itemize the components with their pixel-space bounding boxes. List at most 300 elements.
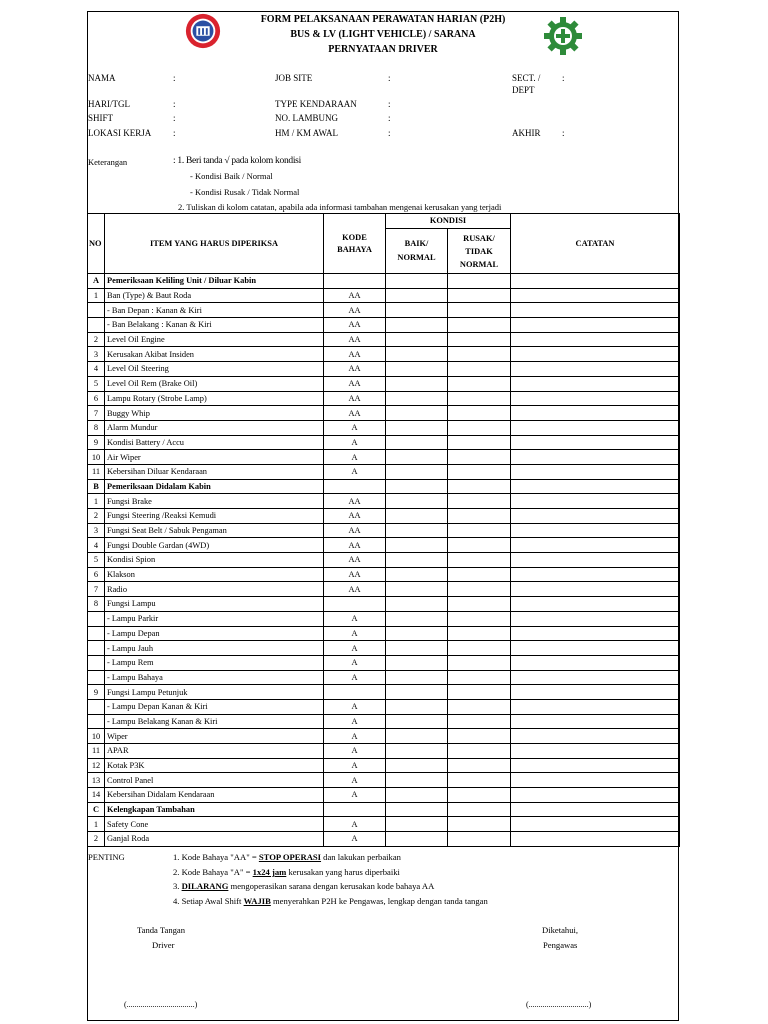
row-rusak-checkbox[interactable]: [448, 288, 511, 303]
row-rusak-checkbox[interactable]: [448, 641, 511, 656]
row-item: - Lampu Belakang Kanan & Kiri: [105, 714, 324, 729]
row-kode-bahaya: [324, 597, 386, 612]
row-kode-bahaya: A: [324, 788, 386, 803]
row-no: [88, 670, 105, 685]
row-item: Pemeriksaan Keliling Unit / Diluar Kabin: [105, 274, 324, 289]
table-row: [88, 435, 680, 450]
row-item: - Ban Belakang : Kanan & Kiri: [105, 318, 324, 333]
row-no: 11: [88, 464, 105, 479]
row-no: 1: [88, 494, 105, 509]
row-item: Pemeriksaan Didalam Kabin: [105, 479, 324, 494]
row-no: 9: [88, 435, 105, 450]
form-subtitle-2: PERNYATAAN DRIVER: [328, 44, 438, 55]
row-catatan-field[interactable]: [511, 347, 680, 362]
row-kode-bahaya: AA: [324, 332, 386, 347]
row-no: 6: [88, 391, 105, 406]
row-baik-checkbox[interactable]: [386, 509, 448, 524]
row-baik-checkbox[interactable]: [386, 729, 448, 744]
row-no: [88, 714, 105, 729]
table-row: [88, 817, 680, 832]
table-row: [88, 450, 680, 465]
row-item: Level Oil Rem (Brake Oil): [105, 376, 324, 391]
row-catatan-field[interactable]: [511, 685, 680, 700]
row-baik-checkbox[interactable]: [386, 450, 448, 465]
row-item: Kelengkapan Tambahan: [105, 802, 324, 817]
row-catatan-field[interactable]: [511, 450, 680, 465]
row-no: 1: [88, 817, 105, 832]
row-no: 10: [88, 450, 105, 465]
row-catatan-field[interactable]: [511, 420, 680, 435]
row-catatan-field[interactable]: [511, 435, 680, 450]
row-baik-checkbox[interactable]: [386, 670, 448, 685]
table-row: [88, 553, 680, 568]
row-kode-bahaya: AA: [324, 523, 386, 538]
row-rusak-checkbox[interactable]: [448, 435, 511, 450]
row-baik-checkbox[interactable]: [386, 362, 448, 377]
nama-label: NAMA: [88, 73, 116, 83]
table-row: [88, 758, 680, 773]
header-kode-bahaya: KODE BAHAYA: [324, 214, 386, 274]
row-kode-bahaya: A: [324, 773, 386, 788]
row-baik-checkbox[interactable]: [386, 479, 448, 494]
penting-note-2: 2. Kode Bahaya "A" = 1x24 jam kerusakan yang harus diperbaiki: [173, 867, 400, 877]
row-kode-bahaya: AA: [324, 509, 386, 524]
row-rusak-checkbox[interactable]: [448, 773, 511, 788]
row-baik-checkbox[interactable]: [386, 817, 448, 832]
row-item: Fungsi Brake: [105, 494, 324, 509]
signature-pengawas-role: Pengawas: [543, 940, 578, 950]
table-row: [88, 523, 680, 538]
row-item: Kerusakan Akibat Insiden: [105, 347, 324, 362]
row-item: Klakson: [105, 567, 324, 582]
row-catatan-field[interactable]: [511, 611, 680, 626]
row-catatan-field[interactable]: [511, 494, 680, 509]
row-rusak-checkbox[interactable]: [448, 729, 511, 744]
row-rusak-checkbox[interactable]: [448, 347, 511, 362]
dept-label: DEPT: [512, 85, 535, 95]
row-kode-bahaya: AA: [324, 376, 386, 391]
row-baik-checkbox[interactable]: [386, 303, 448, 318]
row-baik-checkbox[interactable]: [386, 274, 448, 289]
row-catatan-field[interactable]: [511, 655, 680, 670]
row-catatan-field[interactable]: [511, 567, 680, 582]
row-rusak-checkbox[interactable]: [448, 509, 511, 524]
penting-note-4: 4. Setiap Awal Shift WAJIB menyerahkan P2H ke Pengawas, lengkap dengan tanda tangan: [173, 896, 488, 906]
sect-colon: :: [562, 73, 565, 83]
row-rusak-checkbox[interactable]: [448, 611, 511, 626]
shift-label: SHIFT: [88, 113, 114, 123]
table-row: [88, 464, 680, 479]
row-no: [88, 626, 105, 641]
row-rusak-checkbox[interactable]: [448, 758, 511, 773]
row-kode-bahaya: A: [324, 450, 386, 465]
table-row: [88, 685, 680, 700]
row-no: [88, 699, 105, 714]
row-kode-bahaya: A: [324, 744, 386, 759]
row-kode-bahaya: A: [324, 641, 386, 656]
row-baik-checkbox[interactable]: [386, 714, 448, 729]
row-catatan-field[interactable]: [511, 773, 680, 788]
row-kode-bahaya: AA: [324, 538, 386, 553]
row-baik-checkbox[interactable]: [386, 655, 448, 670]
row-kode-bahaya: A: [324, 832, 386, 847]
row-catatan-field[interactable]: [511, 406, 680, 421]
row-no: 4: [88, 538, 105, 553]
row-catatan-field[interactable]: [511, 744, 680, 759]
row-catatan-field[interactable]: [511, 788, 680, 803]
row-kode-bahaya: A: [324, 420, 386, 435]
row-baik-checkbox[interactable]: [386, 773, 448, 788]
row-catatan-field[interactable]: [511, 699, 680, 714]
row-rusak-checkbox[interactable]: [448, 450, 511, 465]
keterangan-line-2: - Kondisi Baik / Normal: [190, 171, 273, 181]
row-baik-checkbox[interactable]: [386, 347, 448, 362]
type-kendaraan-colon: :: [388, 99, 391, 109]
row-rusak-checkbox[interactable]: [448, 479, 511, 494]
row-rusak-checkbox[interactable]: [448, 420, 511, 435]
table-row: [88, 538, 680, 553]
hm-km-awal-colon: :: [388, 128, 391, 138]
row-no: C: [88, 802, 105, 817]
row-item: - Lampu Depan Kanan & Kiri: [105, 699, 324, 714]
lokasi-kerja-colon: :: [173, 128, 176, 138]
row-catatan-field[interactable]: [511, 303, 680, 318]
row-catatan-field[interactable]: [511, 318, 680, 333]
row-item: Buggy Whip: [105, 406, 324, 421]
row-kode-bahaya: AA: [324, 582, 386, 597]
row-catatan-field[interactable]: [511, 597, 680, 612]
row-kode-bahaya: AA: [324, 347, 386, 362]
lokasi-kerja-label: LOKASI KERJA: [88, 128, 152, 138]
header-kondisi: KONDISI: [386, 214, 511, 229]
row-kode-bahaya: [324, 479, 386, 494]
table-row: [88, 655, 680, 670]
row-no: 2: [88, 509, 105, 524]
row-no: 14: [88, 788, 105, 803]
row-catatan-field[interactable]: [511, 582, 680, 597]
row-item: Wiper: [105, 729, 324, 744]
row-baik-checkbox[interactable]: [386, 288, 448, 303]
row-rusak-checkbox[interactable]: [448, 494, 511, 509]
row-rusak-checkbox[interactable]: [448, 553, 511, 568]
row-no: [88, 655, 105, 670]
shift-colon: :: [173, 113, 176, 123]
row-item: - Lampu Depan: [105, 626, 324, 641]
form-subtitle: BUS & LV (LIGHT VEHICLE) / SARANA: [290, 29, 476, 40]
row-no: 11: [88, 744, 105, 759]
row-rusak-checkbox[interactable]: [448, 332, 511, 347]
hari-tgl-label: HARI/TGL: [88, 99, 130, 109]
row-rusak-checkbox[interactable]: [448, 802, 511, 817]
row-no: [88, 318, 105, 333]
row-catatan-field[interactable]: [511, 670, 680, 685]
row-kode-bahaya: [324, 685, 386, 700]
nama-colon: :: [173, 73, 176, 83]
row-catatan-field[interactable]: [511, 376, 680, 391]
row-rusak-checkbox[interactable]: [448, 303, 511, 318]
row-catatan-field[interactable]: [511, 332, 680, 347]
row-item: Fungsi Steering /Reaksi Kemudi: [105, 509, 324, 524]
row-rusak-checkbox[interactable]: [448, 582, 511, 597]
table-row: [88, 626, 680, 641]
sect-label: SECT. /: [512, 73, 541, 83]
row-rusak-checkbox[interactable]: [448, 538, 511, 553]
row-rusak-checkbox[interactable]: [448, 464, 511, 479]
header-no: NO: [88, 214, 105, 274]
row-rusak-checkbox[interactable]: [448, 376, 511, 391]
penting-note-1: 1. Kode Bahaya "AA" = STOP OPERASI dan lakukan perbaikan: [173, 852, 401, 862]
row-baik-checkbox[interactable]: [386, 758, 448, 773]
row-baik-checkbox[interactable]: [386, 611, 448, 626]
signature-driver-title: Tanda Tangan: [137, 925, 186, 935]
row-kode-bahaya: [324, 802, 386, 817]
row-item: Lampu Rotary (Strobe Lamp): [105, 391, 324, 406]
row-kode-bahaya: AA: [324, 288, 386, 303]
row-baik-checkbox[interactable]: [386, 744, 448, 759]
row-kode-bahaya: AA: [324, 391, 386, 406]
header-baik-normal: BAIK/ NORMAL: [386, 229, 448, 274]
row-rusak-checkbox[interactable]: [448, 567, 511, 582]
hm-km-awal-label: HM / KM AWAL: [275, 128, 339, 138]
hari-tgl-colon: :: [173, 99, 176, 109]
table-row: [88, 318, 680, 333]
header-item: ITEM YANG HARUS DIPERIKSA: [105, 214, 324, 274]
no-lambung-label: NO. LAMBUNG: [275, 113, 338, 123]
row-item: Fungsi Double Gardan (4WD): [105, 538, 324, 553]
form-title: FORM PELAKSANAAN PERAWATAN HARIAN (P2H): [260, 14, 506, 25]
row-item: Level Oil Engine: [105, 332, 324, 347]
table-row: [88, 494, 680, 509]
row-baik-checkbox[interactable]: [386, 597, 448, 612]
table-row: [88, 641, 680, 656]
header-rusak-tidak-normal: RUSAK/ TIDAK NORMAL: [448, 229, 511, 274]
row-kode-bahaya: AA: [324, 553, 386, 568]
row-baik-checkbox[interactable]: [386, 788, 448, 803]
row-baik-checkbox[interactable]: [386, 641, 448, 656]
row-item: Air Wiper: [105, 450, 324, 465]
row-baik-checkbox[interactable]: [386, 420, 448, 435]
row-kode-bahaya: A: [324, 729, 386, 744]
row-item: Control Panel: [105, 773, 324, 788]
row-no: 10: [88, 729, 105, 744]
row-kode-bahaya: A: [324, 626, 386, 641]
row-no: 12: [88, 758, 105, 773]
table-row: [88, 670, 680, 685]
row-kode-bahaya: A: [324, 655, 386, 670]
row-rusak-checkbox[interactable]: [448, 788, 511, 803]
row-catatan-field[interactable]: [511, 729, 680, 744]
row-rusak-checkbox[interactable]: [448, 523, 511, 538]
row-item: Ban (Type) & Baut Roda: [105, 288, 324, 303]
row-catatan-field[interactable]: [511, 479, 680, 494]
row-item: Kebersihan Diluar Kendaraan: [105, 464, 324, 479]
row-baik-checkbox[interactable]: [386, 391, 448, 406]
row-catatan-field[interactable]: [511, 391, 680, 406]
table-row: [88, 788, 680, 803]
row-no: [88, 641, 105, 656]
row-baik-checkbox[interactable]: [386, 464, 448, 479]
row-kode-bahaya: A: [324, 611, 386, 626]
table-row: [88, 420, 680, 435]
row-no: 1: [88, 288, 105, 303]
row-kode-bahaya: A: [324, 670, 386, 685]
row-catatan-field[interactable]: [511, 641, 680, 656]
row-item: Fungsi Lampu Petunjuk: [105, 685, 324, 700]
row-catatan-field[interactable]: [511, 626, 680, 641]
row-rusak-checkbox[interactable]: [448, 670, 511, 685]
row-no: 8: [88, 420, 105, 435]
row-item: Fungsi Seat Belt / Sabuk Pengaman: [105, 523, 324, 538]
keterangan-line-4: 2. Tuliskan di kolom catatan, apabila ada informasi tambahan mengenai kerusakan yang terjadi: [178, 202, 502, 212]
section-row: [88, 802, 680, 817]
row-catatan-field[interactable]: [511, 464, 680, 479]
table-row: [88, 303, 680, 318]
row-no: 7: [88, 406, 105, 421]
table-row: [88, 744, 680, 759]
section-row: [88, 274, 680, 289]
row-no: 2: [88, 332, 105, 347]
type-kendaraan-label: TYPE KENDARAAN: [275, 99, 357, 109]
row-rusak-checkbox[interactable]: [448, 714, 511, 729]
table-row: [88, 332, 680, 347]
row-catatan-field[interactable]: [511, 817, 680, 832]
row-baik-checkbox[interactable]: [386, 406, 448, 421]
keterangan-line-1: : 1. Beri tanda √ pada kolom kondisi: [173, 156, 301, 166]
row-item: Kondisi Battery / Accu: [105, 435, 324, 450]
row-item: APAR: [105, 744, 324, 759]
row-rusak-checkbox[interactable]: [448, 685, 511, 700]
row-rusak-checkbox[interactable]: [448, 406, 511, 421]
row-baik-checkbox[interactable]: [386, 582, 448, 597]
row-kode-bahaya: AA: [324, 494, 386, 509]
row-item: - Lampu Rem: [105, 655, 324, 670]
table-row: [88, 406, 680, 421]
row-no: 3: [88, 347, 105, 362]
section-row: [88, 479, 680, 494]
row-item: Kondisi Spion: [105, 553, 324, 568]
row-no: 3: [88, 523, 105, 538]
row-catatan-field[interactable]: [511, 553, 680, 568]
table-row: [88, 832, 680, 847]
row-no: 6: [88, 567, 105, 582]
akhir-label: AKHIR: [512, 128, 541, 138]
signature-driver-role: Driver: [152, 940, 175, 950]
job-site-label: JOB SITE: [275, 73, 313, 83]
table-row: [88, 362, 680, 377]
signature-pengawas-title: Diketahui,: [542, 925, 579, 935]
row-kode-bahaya: A: [324, 758, 386, 773]
row-rusak-checkbox[interactable]: [448, 832, 511, 847]
signature-pengawas-line: (..............................): [526, 1000, 592, 1009]
row-rusak-checkbox[interactable]: [448, 817, 511, 832]
row-baik-checkbox[interactable]: [386, 538, 448, 553]
row-catatan-field[interactable]: [511, 523, 680, 538]
row-baik-checkbox[interactable]: [386, 553, 448, 568]
row-no: [88, 303, 105, 318]
row-rusak-checkbox[interactable]: [448, 655, 511, 670]
row-no: 9: [88, 685, 105, 700]
row-rusak-checkbox[interactable]: [448, 391, 511, 406]
row-baik-checkbox[interactable]: [386, 626, 448, 641]
row-catatan-field[interactable]: [511, 758, 680, 773]
row-item: - Lampu Jauh: [105, 641, 324, 656]
table-row: [88, 391, 680, 406]
row-item: - Lampu Parkir: [105, 611, 324, 626]
row-baik-checkbox[interactable]: [386, 567, 448, 582]
row-item: - Lampu Bahaya: [105, 670, 324, 685]
row-rusak-checkbox[interactable]: [448, 597, 511, 612]
row-no: 4: [88, 362, 105, 377]
table-row: [88, 288, 680, 303]
row-no: [88, 611, 105, 626]
row-baik-checkbox[interactable]: [386, 376, 448, 391]
row-item: Ganjal Roda: [105, 832, 324, 847]
table-row: [88, 509, 680, 524]
job-site-colon: :: [388, 73, 391, 83]
row-rusak-checkbox[interactable]: [448, 699, 511, 714]
table-row: [88, 597, 680, 612]
row-catatan-field[interactable]: [511, 362, 680, 377]
row-no: A: [88, 274, 105, 289]
keterangan-line-3: - Kondisi Rusak / Tidak Normal: [190, 187, 300, 197]
header-catatan: CATATAN: [511, 214, 680, 274]
row-kode-bahaya: A: [324, 699, 386, 714]
row-catatan-field[interactable]: [511, 538, 680, 553]
row-item: Level Oil Steering: [105, 362, 324, 377]
row-kode-bahaya: A: [324, 435, 386, 450]
row-catatan-field[interactable]: [511, 714, 680, 729]
keterangan-label: Keterangan: [88, 157, 128, 167]
row-rusak-checkbox[interactable]: [448, 318, 511, 333]
row-baik-checkbox[interactable]: [386, 832, 448, 847]
row-kode-bahaya: [324, 274, 386, 289]
row-baik-checkbox[interactable]: [386, 332, 448, 347]
row-baik-checkbox[interactable]: [386, 435, 448, 450]
row-no: 7: [88, 582, 105, 597]
row-baik-checkbox[interactable]: [386, 802, 448, 817]
row-kode-bahaya: AA: [324, 303, 386, 318]
row-baik-checkbox[interactable]: [386, 685, 448, 700]
table-row: [88, 376, 680, 391]
row-catatan-field[interactable]: [511, 832, 680, 847]
row-kode-bahaya: A: [324, 817, 386, 832]
row-kode-bahaya: AA: [324, 362, 386, 377]
row-baik-checkbox[interactable]: [386, 699, 448, 714]
row-rusak-checkbox[interactable]: [448, 274, 511, 289]
akhir-colon: :: [562, 128, 565, 138]
row-kode-bahaya: AA: [324, 318, 386, 333]
row-baik-checkbox[interactable]: [386, 318, 448, 333]
row-catatan-field[interactable]: [511, 274, 680, 289]
table-row: [88, 729, 680, 744]
row-rusak-checkbox[interactable]: [448, 626, 511, 641]
row-rusak-checkbox[interactable]: [448, 744, 511, 759]
penting-note-3: 3. DILARANG mengoperasikan sarana dengan kerusakan kode bahaya AA: [173, 881, 435, 891]
row-no: 5: [88, 376, 105, 391]
row-baik-checkbox[interactable]: [386, 494, 448, 509]
signature-driver-line: (..................................): [124, 1000, 198, 1009]
row-baik-checkbox[interactable]: [386, 523, 448, 538]
row-catatan-field[interactable]: [511, 802, 680, 817]
row-catatan-field[interactable]: [511, 288, 680, 303]
row-kode-bahaya: A: [324, 464, 386, 479]
row-rusak-checkbox[interactable]: [448, 362, 511, 377]
row-no: B: [88, 479, 105, 494]
row-catatan-field[interactable]: [511, 509, 680, 524]
table-row: [88, 714, 680, 729]
table-row: [88, 611, 680, 626]
table-row: [88, 582, 680, 597]
